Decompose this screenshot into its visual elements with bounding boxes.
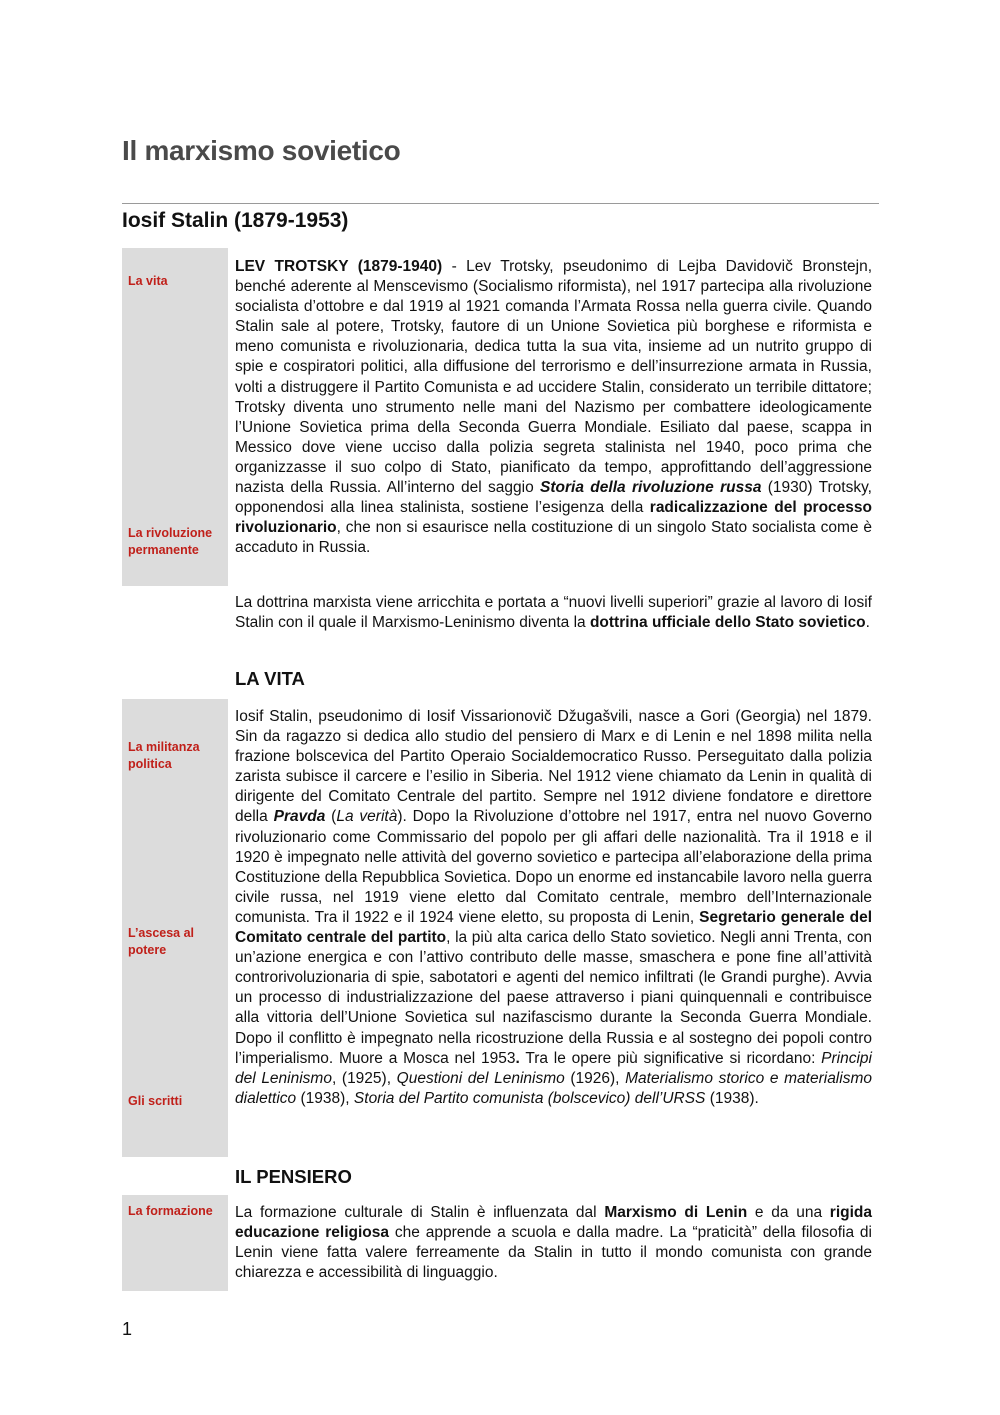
formation-paragraph: La formazione culturale di Stalin è influenzata dal Marxismo di Lenin e da una rigida educazione religiosa che apprende a scuola e dalla madre. La “praticità” della filosofia di Lenin viene fatta valere ferreamente da Stalin in tutto il mondo comunista con grande chiarezza e accessibilità di linguaggio. (235, 1204, 872, 1282)
biography-paragraph: Iosif Stalin, pseudonimo di Iosif Vissarionovič Džugašvili, nasce a Gori (Georgia) nel 1879. Sin da ragazzo si dedica allo studio del pensiero di Marx e di Lenin e nel 1898 milita nella frazione bolscevica del Partito Operaio Socialdemocratico Russo. Perseguitato dalla polizia zarista subisce il carcere e l’esilio in Siberia. Nel 1912 viene chiamato da Lenin in qualità di dirigente del Comitato Centrale del partito. Sempre nel 1912 diviene fondatore e direttore della Pravda (La verità). Dopo la Rivoluzione d’ottobre nel 1917, entra nel nuovo Governo rivoluzionario come Commissario del popolo per gli affari delle nazionalità. Tra il 1918 e il 1920 è impegnato nelle attività del governo sovietico e partecipa all’elaborazione della prima Costituzione della Repubblica Sovietica. Dopo un enorme ed instancabile lavoro nella guerra civile russa, nel 1919 viene eletto dal Comitato centrale, membro dell’Internazionale comunista. Tra il 1922 e il 1924 viene eletto, su proposta di Lenin, Segretario generale del Comitato centrale del partito, la più alta carica dello Stato sovietico. Negli anni Trenta, con un’azione energica e con l’attivo contributo delle masse, smaschera e pone fine all’attività controrivoluzionaria di spie, sabotatori e agenti del nemico infiltrati (le Grandi purghe). Avvia un processo di industrializzazione del paese attraverso i piani quinquennali e contribuisce alla vittoria dell’Unione Sovietica sul nazifascismo durante la Seconda Guerra Mondiale. Dopo il conflitto è impegnato nella ricostruzione della Russia e al sostegno dei popoli contro l’imperialismo. Muore a Mosca nel 1953. Tra le opere più significative si ricordano: Principi del Leninismo, (1925), Questioni del Leninismo (1926), Materialismo storico e materialismo dialettico (1938), Storia del Partito comunista (bolscevico) dell’URSS (1938). (235, 708, 873, 1107)
margin-label-ascesa-potere: L’ascesa al potere (128, 926, 195, 957)
biography-section (122, 699, 880, 1157)
margin-label-rivoluzione-permanente: La rivoluzione permanente (128, 526, 213, 557)
page-title: Il marxismo sovietico (122, 135, 401, 166)
margin-label-gli-scritti: Gli scritti (128, 1094, 183, 1108)
thought-section (122, 1195, 880, 1291)
title-divider (122, 203, 879, 204)
trotsky-section (122, 248, 880, 586)
margin-label-la-formazione: La formazione (128, 1204, 213, 1218)
margin-sidebar (122, 248, 228, 586)
margin-label-la-vita: La vita (128, 274, 168, 288)
margin-sidebar (122, 1195, 228, 1291)
trotsky-paragraph: LEV TROTSKY (1879-1940) - Lev Trotsky, pseudonimo di Lejba Davidovič Bronstejn, benché aderente al Menscevismo (Socialismo riformista), nel 1917 partecipa alla rivoluzione socialista d’ottobre e dal 1919 al 1921 comanda l’Armata Rossa nella guerra civile. Quando Stalin sale al potere, Trotsky, fautore di un Unione Sovietica più borghese e riformista e meno comunista e rivoluzionaria, dedica tutta la sua vita, insieme ad un nutrito gruppo di spie e cospiratori politici, alla diffusione del terrorismo e dell’insurrezione armata in Russia, volti a distruggere il Partito Comunista e ad uccidere Stalin, considerato un terribile dittatore; Trotsky diventa uno strumento nelle mani del Nazismo per combattere ideologicamente l’Unione Sovietica prima della Seconda Guerra Mondiale. Esiliato dal paese, scappa in Messico dove viene ucciso dalla polizia segreta stalinista nel 1940, poco prima che organizzasse il suo colpo di Stato, pianificato da tempo, approfittando dell’aggressione nazista della Russia. All’interno del saggio Storia della rivoluzione russa (1930) Trotsky, opponendosi alla linea stalinista, sostiene l’esigenza della radicalizzazione del processo rivoluzionario, che non si esaurisce nella costituzione di un singolo Stato socialista come è accaduto in Russia. (235, 258, 872, 557)
heading-il-pensiero: IL PENSIERO (235, 1166, 352, 1187)
page-number: 1 (122, 1319, 133, 1339)
trotsky-heading: LEV TROTSKY (1879-1940) (235, 258, 443, 275)
heading-la-vita: LA VITA (235, 668, 305, 689)
margin-sidebar (122, 699, 228, 1157)
section-title: Iosif Stalin (1879-1953) (122, 209, 349, 232)
intro-paragraph: La dottrina marxista viene arricchita e portata a “nuovi livelli superiori” grazie al lavoro di Iosif Stalin con il quale il Marxismo-Leninismo diventa la dottrina ufficiale dello Stato sovietico. (235, 594, 872, 632)
margin-label-militanza-politica: La militanza politica (128, 740, 200, 771)
book-title: Storia della rivoluzione russa (540, 479, 762, 497)
